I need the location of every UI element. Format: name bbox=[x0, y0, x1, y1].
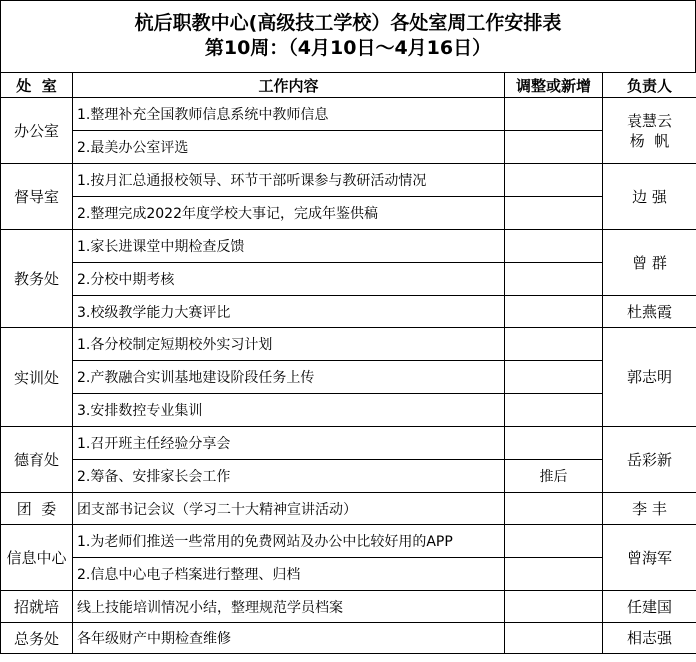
table-row bbox=[1, 525, 696, 558]
task-cell: 2.最美办公室评选 bbox=[73, 131, 505, 164]
owner-name: 袁慧云 bbox=[626, 111, 672, 130]
table-row bbox=[1, 328, 696, 361]
dept-supervision: 督导室 bbox=[1, 164, 73, 230]
owner-office bbox=[603, 98, 696, 164]
table-row bbox=[1, 230, 696, 263]
adjust-cell bbox=[505, 197, 603, 230]
adjust-cell bbox=[505, 525, 603, 558]
table-row bbox=[1, 460, 696, 493]
owner-training: 郭志明 bbox=[603, 328, 696, 427]
schedule-table bbox=[0, 72, 696, 654]
task-cell: 1.按月汇总通报校领导、环节干部听课参与教研活动情况 bbox=[73, 164, 505, 197]
table-row bbox=[1, 296, 696, 328]
task-cell: 团支部书记会议（学习二十大精神宣讲活动） bbox=[73, 493, 505, 525]
table-row bbox=[1, 361, 696, 394]
table-row bbox=[1, 394, 696, 427]
adjust-cell bbox=[505, 263, 603, 296]
adjust-cell bbox=[505, 361, 603, 394]
adjust-cell bbox=[505, 623, 603, 654]
dept-moral: 德育处 bbox=[1, 427, 73, 493]
adjust-cell bbox=[505, 394, 603, 427]
header-dept: 处 室 bbox=[1, 73, 73, 98]
task-cell: 3.校级教学能力大赛评比 bbox=[73, 296, 505, 328]
table-row bbox=[1, 623, 696, 654]
task-cell: 线上技能培训情况小结，整理规范学员档案 bbox=[73, 591, 505, 623]
sheet-title: 杭后职教中心(高级技工学校）各处室周工作安排表 bbox=[134, 12, 562, 34]
task-cell: 各年级财产中期检查维修 bbox=[73, 623, 505, 654]
header-content: 工作内容 bbox=[73, 73, 505, 98]
owner-recruit: 任建国 bbox=[603, 591, 696, 623]
week-subtitle: 第10周：（4月10日～4月16日） bbox=[204, 37, 492, 59]
header-row bbox=[1, 73, 696, 98]
task-cell: 2.分校中期考核 bbox=[73, 263, 505, 296]
owner-supervision: 边 强 bbox=[603, 164, 696, 230]
dept-academic: 教务处 bbox=[1, 230, 73, 328]
adjust-cell bbox=[505, 296, 603, 328]
adjust-cell bbox=[505, 164, 603, 197]
table-row bbox=[1, 591, 696, 623]
title-block bbox=[0, 0, 696, 72]
owner-general: 相志强 bbox=[603, 623, 696, 654]
owner-info: 曾海军 bbox=[603, 525, 696, 591]
task-cell: 1.各分校制定短期校外实习计划 bbox=[73, 328, 505, 361]
header-adjust: 调整或新增 bbox=[505, 73, 603, 98]
table-row bbox=[1, 558, 696, 591]
task-cell: 2.产教融合实训基地建设阶段任务上传 bbox=[73, 361, 505, 394]
table-row bbox=[1, 164, 696, 197]
table-row bbox=[1, 197, 696, 230]
dept-office: 办公室 bbox=[1, 98, 73, 164]
adjust-cell bbox=[505, 558, 603, 591]
adjust-cell bbox=[505, 131, 603, 164]
table-row bbox=[1, 131, 696, 164]
task-cell: 1.家长进课堂中期检查反馈 bbox=[73, 230, 505, 263]
task-cell: 3.安排数控专业集训 bbox=[73, 394, 505, 427]
table-row bbox=[1, 98, 696, 131]
adjust-cell bbox=[505, 493, 603, 525]
adjust-cell bbox=[505, 98, 603, 131]
table-row bbox=[1, 263, 696, 296]
owner-moral: 岳彩新 bbox=[603, 427, 696, 493]
task-cell: 1.召开班主任经验分享会 bbox=[73, 427, 505, 460]
adjust-cell bbox=[505, 427, 603, 460]
task-cell: 2.筹备、安排家长会工作 bbox=[73, 460, 505, 493]
dept-recruit: 招就培 bbox=[1, 591, 73, 623]
dept-general: 总务处 bbox=[1, 623, 73, 654]
adjust-cell bbox=[505, 328, 603, 361]
owner-name: 杨 帆 bbox=[629, 131, 670, 150]
owner-academic: 曾 群 bbox=[603, 230, 696, 296]
dept-info: 信息中心 bbox=[1, 525, 73, 591]
table-row bbox=[1, 493, 696, 525]
adjust-cell bbox=[505, 591, 603, 623]
adjust-cell bbox=[505, 230, 603, 263]
dept-training: 实训处 bbox=[1, 328, 73, 427]
task-cell: 2.整理完成2022年度学校大事记，完成年鉴供稿 bbox=[73, 197, 505, 230]
task-cell: 1.整理补充全国教师信息系统中教师信息 bbox=[73, 98, 505, 131]
dept-league: 团 委 bbox=[1, 493, 73, 525]
owner-academic-3: 杜燕霞 bbox=[603, 296, 696, 328]
table-row bbox=[1, 427, 696, 460]
task-cell: 2.信息中心电子档案进行整理、归档 bbox=[73, 558, 505, 591]
adjust-cell-moral-2: 推后 bbox=[505, 460, 603, 493]
task-cell: 1.为老师们推送一些常用的免费网站及办公中比较好用的APP bbox=[73, 525, 505, 558]
owner-league: 李 丰 bbox=[603, 493, 696, 525]
header-owner: 负责人 bbox=[603, 73, 696, 98]
